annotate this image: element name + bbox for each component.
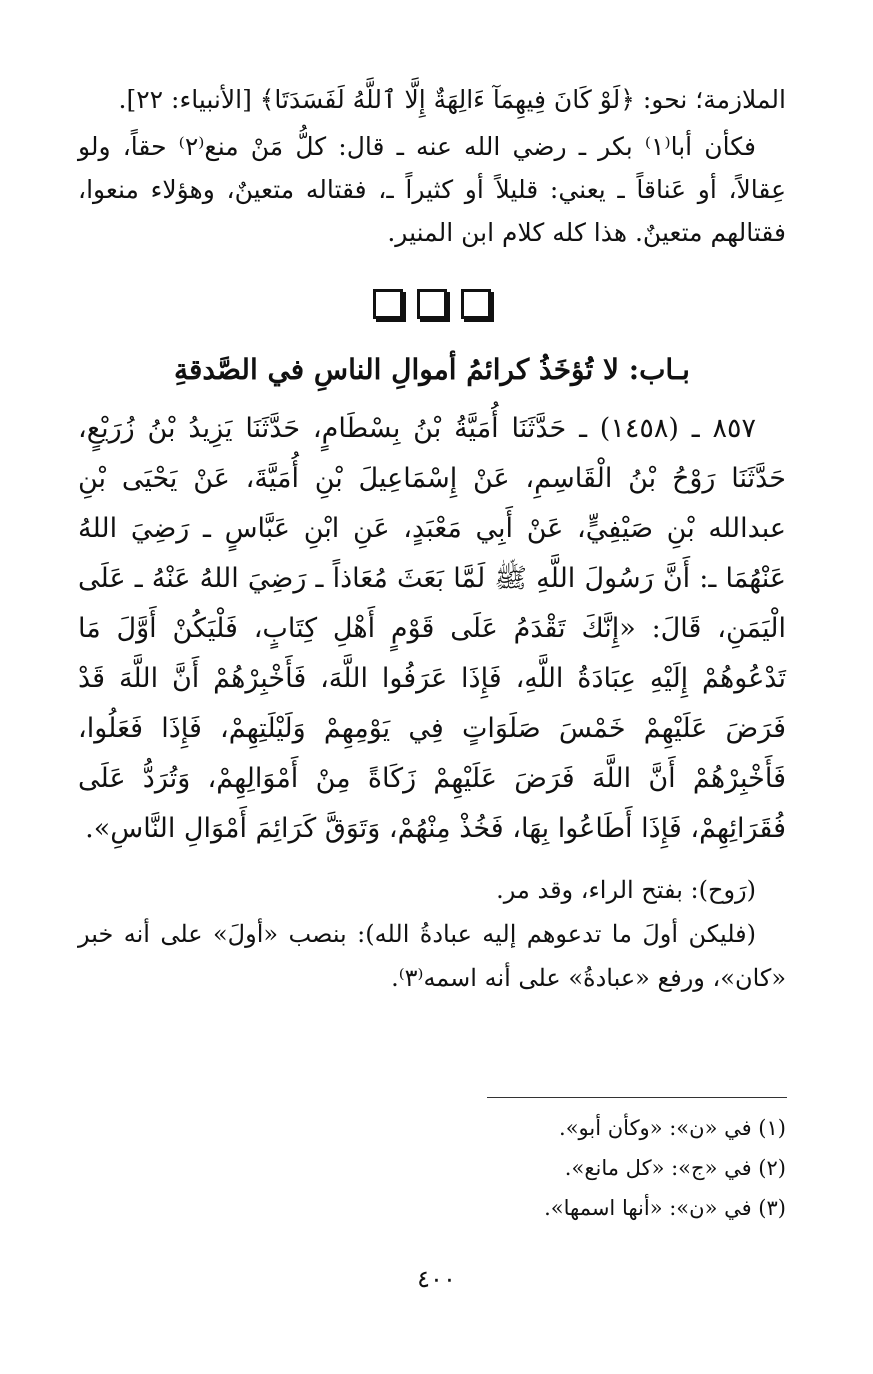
chapter-heading-title: لا تُؤخَذُ كرائمُ أموالِ الناسِ في الصَّدقةِ [174, 353, 619, 386]
top-paragraph-2: فكأن أبا⁽١⁾ بكر ـ رضي الله عنه ـ قال: كلُّ مَنْ منع⁽٢⁾ حقاً، ولو عِقالاً، أو عَناقاً ـ يعني: قليلاً أو كثيراً ـ، فقتاله متعينٌ، وهؤلاء منعوا، فقتالهم متعينٌ. هذا كله كلام ابن المنير. [78, 132, 786, 247]
footnotes [78, 1108, 786, 1228]
footnote-2: (٢) في «ج»: «كل مانع». [564, 1156, 786, 1180]
chapter-heading-bab: بـاب: [628, 353, 690, 386]
section-separator [78, 274, 786, 334]
separator-square-icon [373, 289, 403, 319]
chapter-heading [78, 348, 786, 392]
footnote-3: (٣) في «ن»: «أنها اسمها». [544, 1196, 786, 1220]
footnote-divider [487, 1097, 787, 1098]
footnote-1: (١) في «ن»: «وكأن أبو». [559, 1116, 786, 1140]
page-body [78, 78, 786, 1000]
hadith-text: ٨٥٧ ـ (١٤٥٨) ـ حَدَّثَنَا أُمَيَّةُ بْنُ بِسْطَامٍ، حَدَّثَنَا يَزِيدُ بْنُ زُرَيْعٍ، حَدَّثَنَا رَوْحُ بْنُ الْقَاسِمِ، عَنْ إِسْمَاعِيلَ بْنِ أُمَيَّةَ، عَنْ يَحْيَى بْنِ عبدالله بْنِ صَيْفِيٍّ، عَنْ أَبِي مَعْبَدٍ، عَنِ ابْنِ عَبَّاسٍ ـ رَضِيَ اللهُ عَنْهُمَا ـ: أَنَّ رَسُولَ اللَّهِ ﷺ لَمَّا بَعَثَ مُعَاذاً ـ رَضِيَ اللهُ عَنْهُ ـ عَلَى الْيَمَنِ، قَالَ: «إِنَّكَ تَقْدَمُ عَلَى قَوْمٍ أَهْلِ كِتَابٍ، فَلْيَكُنْ أَوَّلَ مَا تَدْعُوهُمْ إِلَيْهِ عِبَادَةُ اللَّهِ، فَإِذَا عَرَفُوا اللَّهَ، فَأَخْبِرْهُمْ أَنَّ اللَّهَ قَدْ فَرَضَ عَلَيْهِمْ خَمْسَ صَلَوَاتٍ فِي يَوْمِهِمْ وَلَيْلَتِهِمْ، فَإِذَا فَعَلُوا، فَأَخْبِرْهُمْ أَنَّ اللَّهَ فَرَضَ عَلَيْهِمْ زَكَاةً مِنْ أَمْوَالِهِمْ، وَتُرَدُّ عَلَى فُقَرَائِهِمْ، فَإِذَا أَطَاعُوا بِهَا، فَخُذْ مِنْهُمْ، وَتَوَقَّ كَرَائِمَ أَمْوَالِ النَّاسِ». [78, 413, 786, 844]
page-number: ٤٠٠ [417, 1265, 456, 1293]
separator-square-icon [417, 289, 447, 319]
separator-square-icon [461, 289, 491, 319]
note-2: (فليكن أولَ ما تدعوهم إليه عبادةُ الله): بنصب «أولَ» على أنه خبر «كان»، ورفع «عبادةُ» على أنه اسمه⁽٣⁾. [78, 920, 786, 992]
top-paragraph-1: الملازمة؛ نحو: ﴿لَوْ كَانَ فِيهِمَآ ءَالِهَةٌ إِلَّا ٱللَّهُ لَفَسَدَتَا﴾ [الأنبياء: ٢٢]. [118, 85, 786, 114]
note-1: (رَوح): بفتح الراء، وقد مر. [496, 876, 756, 904]
commentary [78, 868, 786, 1000]
